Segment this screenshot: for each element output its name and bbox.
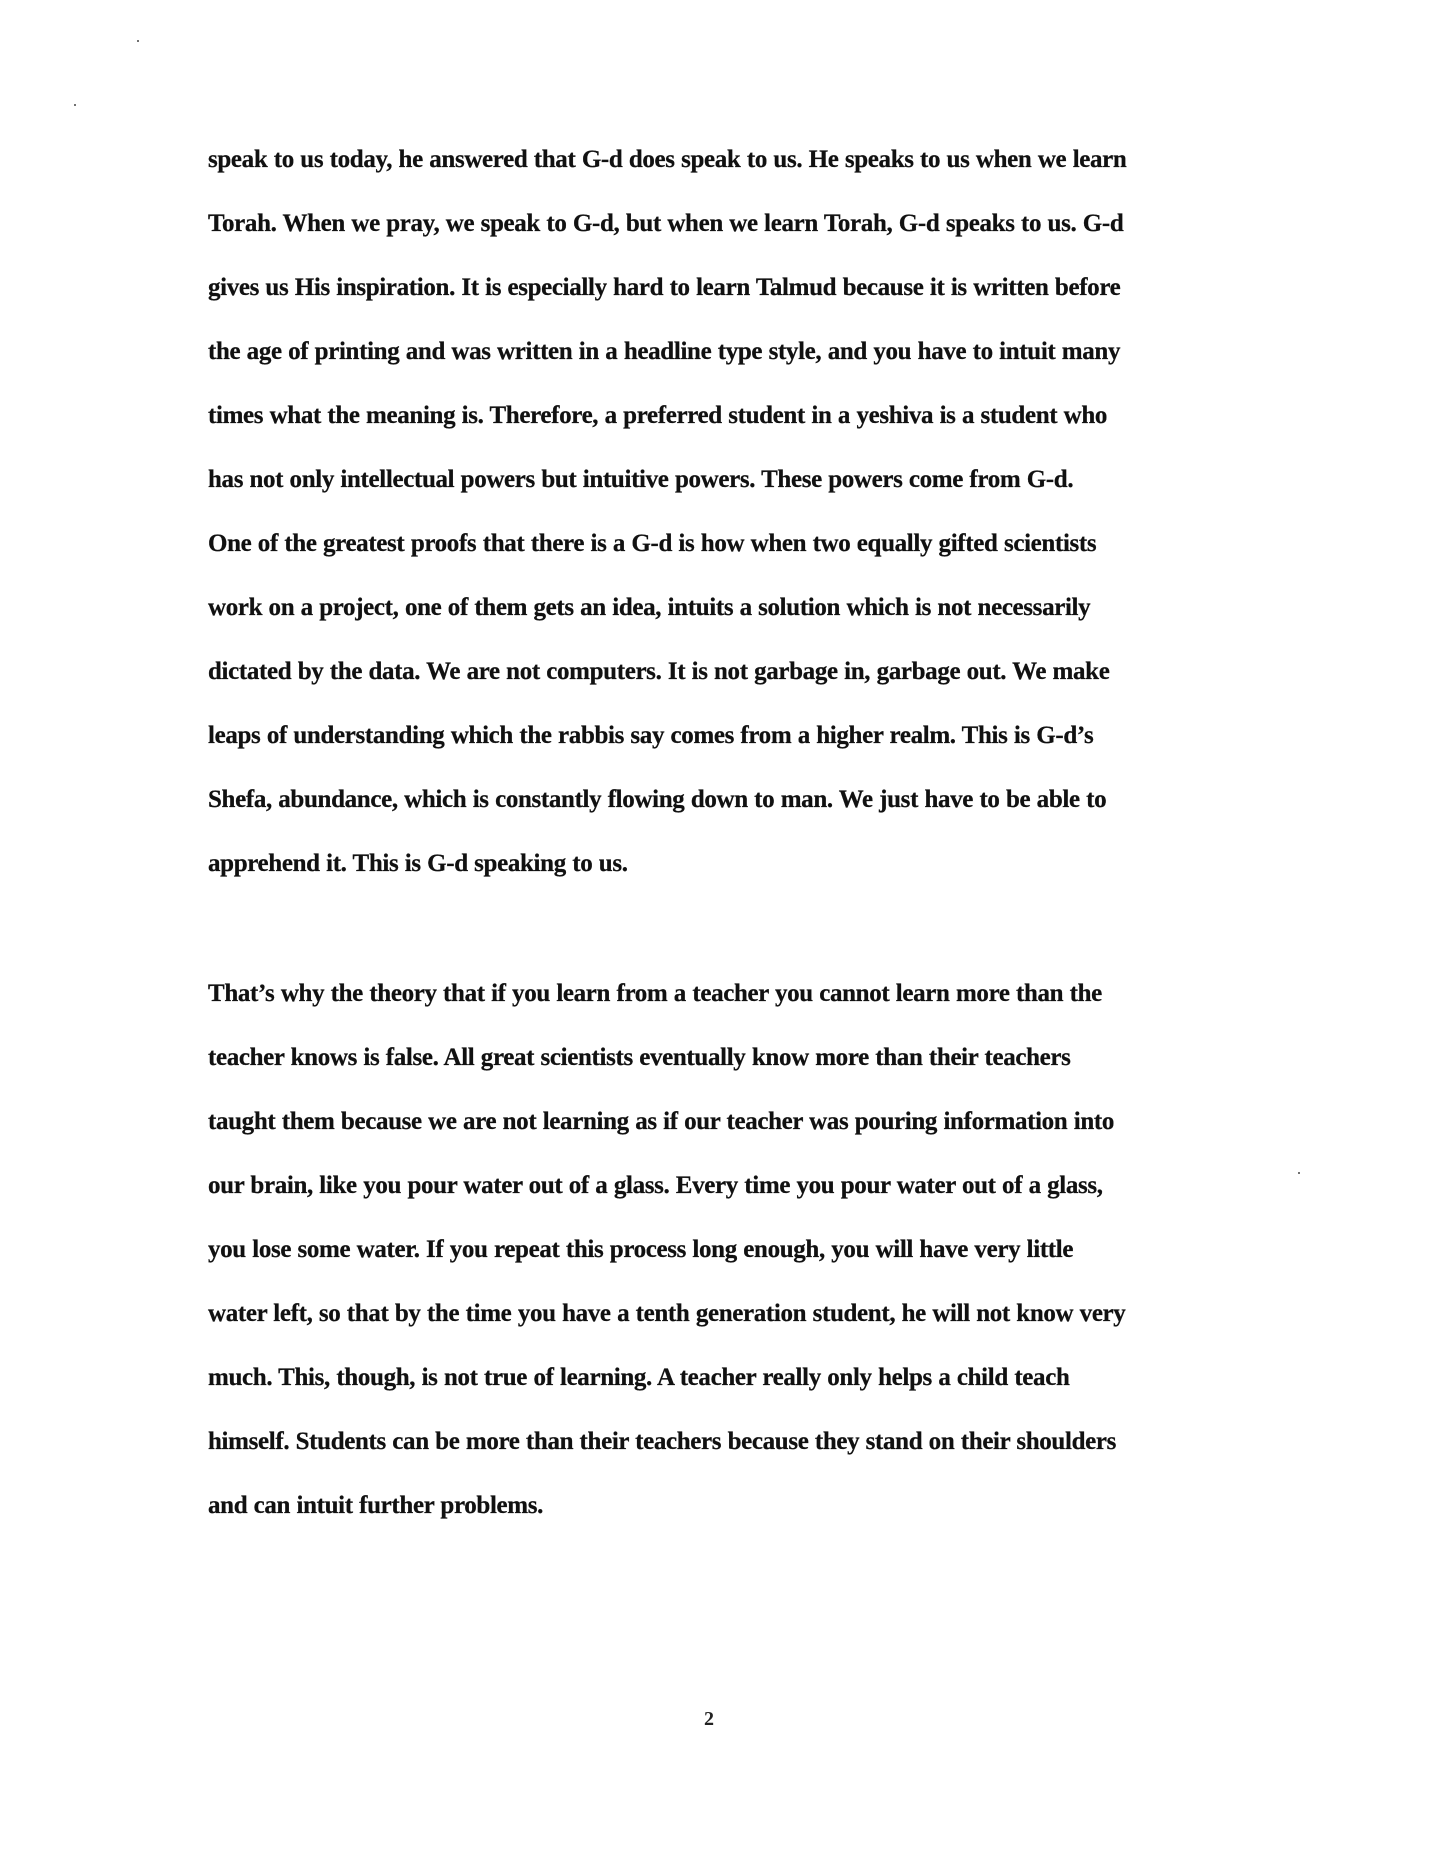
page-number: 2	[704, 1708, 714, 1730]
text-line: dictated by the data. We are not computers. It is not garbage in, garbage out. We make	[208, 658, 1110, 685]
text-line: himself. Students can be more than their teachers because they stand on their shoulders	[208, 1428, 1117, 1455]
text-line: That’s why the theory that if you learn from a teacher you cannot learn more than the	[208, 980, 1102, 1007]
text-line: and can intuit further problems.	[208, 1492, 544, 1519]
text-line: gives us His inspiration. It is especially hard to learn Talmud because it is written before	[208, 274, 1121, 301]
text-line: leaps of understanding which the rabbis say comes from a higher realm. This is G-d’s	[208, 722, 1094, 749]
text-line: apprehend it. This is G-d speaking to us.	[208, 850, 628, 877]
text-line: much. This, though, is not true of learning. A teacher really only helps a child teach	[208, 1364, 1070, 1391]
text-line: water left, so that by the time you have a tenth generation student, he will not know very	[208, 1300, 1126, 1327]
text-line: has not only intellectual powers but intuitive powers. These powers come from G-d.	[208, 466, 1074, 493]
text-line: Torah. When we pray, we speak to G-d, but when we learn Torah, G-d speaks to us. G-d	[208, 210, 1124, 237]
text-line: speak to us today, he answered that G-d does speak to us. He speaks to us when we learn	[208, 146, 1127, 173]
text-line: One of the greatest proofs that there is a G-d is how when two equally gifted scientists	[208, 530, 1097, 557]
text-line: teacher knows is false. All great scientists eventually know more than their teachers	[208, 1044, 1071, 1071]
text-line: the age of printing and was written in a headline type style, and you have to intuit many	[208, 338, 1121, 365]
text-line: our brain, like you pour water out of a glass. Every time you pour water out of a glass,	[208, 1172, 1103, 1199]
text-line: times what the meaning is. Therefore, a preferred student in a yeshiva is a student who	[208, 402, 1108, 429]
text-line: work on a project, one of them gets an idea, intuits a solution which is not necessarily	[208, 594, 1091, 621]
text-line: taught them because we are not learning as if our teacher was pouring information into	[208, 1108, 1115, 1135]
text-line: Shefa, abundance, which is constantly flowing down to man. We just have to be able to	[208, 786, 1107, 813]
scan-speck	[74, 104, 76, 106]
scan-speck	[1298, 1172, 1300, 1174]
scan-speck	[137, 40, 139, 42]
text-line: you lose some water. If you repeat this process long enough, you will have very little	[208, 1236, 1074, 1263]
